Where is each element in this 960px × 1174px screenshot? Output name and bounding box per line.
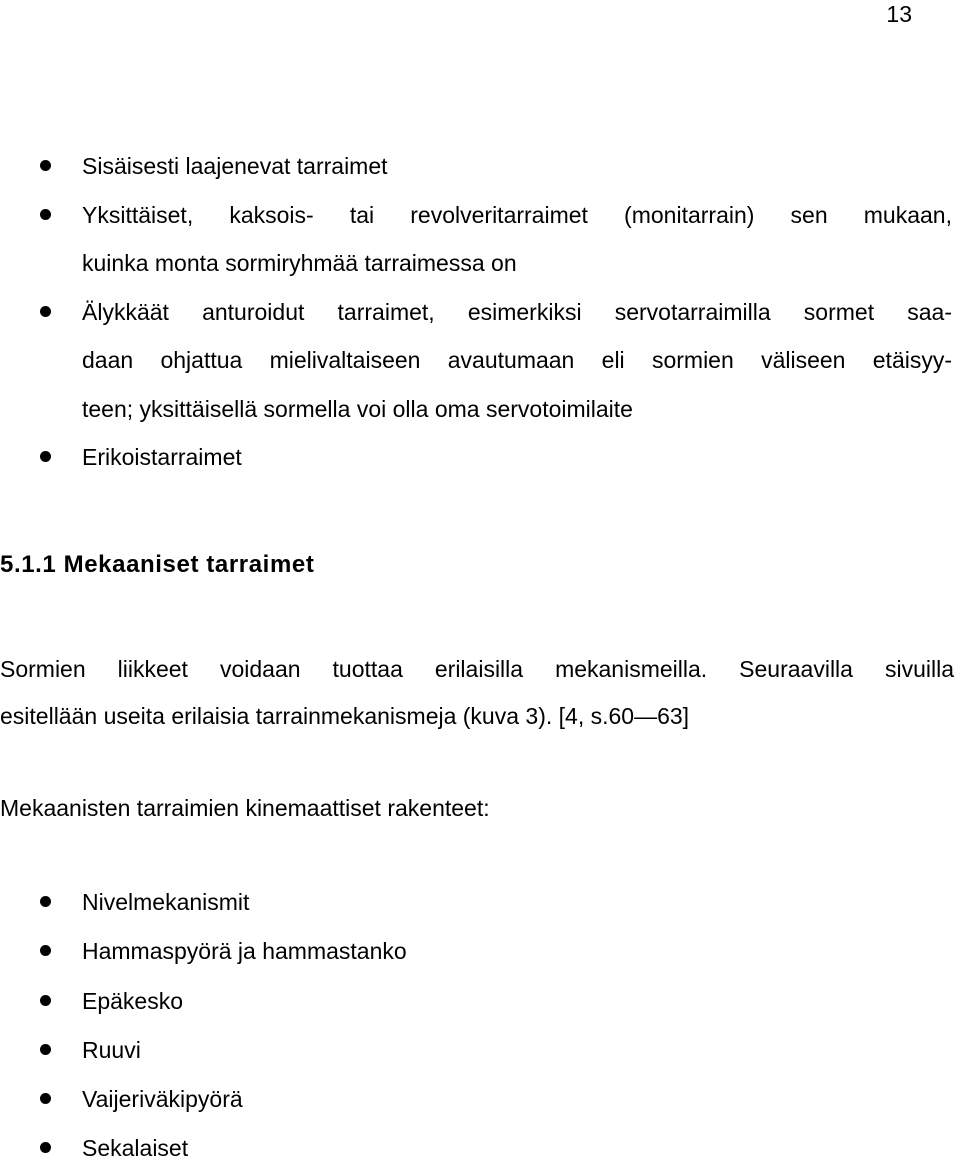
list-item-text: Nivelmekanismit xyxy=(82,889,250,915)
list-item xyxy=(0,977,952,1026)
list-item-line: Sisäisesti laajenevat tarraimet xyxy=(82,153,388,179)
kinematic-structures-list xyxy=(0,878,960,1174)
bullet-icon xyxy=(40,306,51,317)
list-item xyxy=(0,433,952,482)
section-heading: 5.1.1 Mekaaniset tarraimet xyxy=(0,551,315,578)
bullet-icon xyxy=(40,1142,51,1153)
bullet-icon xyxy=(40,160,51,171)
list-item xyxy=(0,142,952,191)
bullet-icon xyxy=(40,1044,51,1055)
list-item xyxy=(0,927,952,976)
list-item xyxy=(0,878,952,927)
bullet-icon xyxy=(40,995,51,1006)
list-item-text xyxy=(82,288,952,434)
list-item-text: Ruuvi xyxy=(82,1036,141,1063)
gripper-types-list xyxy=(0,142,960,482)
list-item xyxy=(0,1124,952,1173)
list-item-text: Sekalaiset xyxy=(82,1135,189,1162)
list-item-text: Epäkesko xyxy=(82,987,184,1014)
list-item-text: Hammaspyörä ja hammastanko xyxy=(82,938,407,965)
bullet-icon xyxy=(40,1093,51,1104)
list-item-line: Erikoistarraimet xyxy=(82,444,242,470)
list-item xyxy=(0,191,952,288)
list-item xyxy=(0,288,952,434)
list-item-text: Vaijeriväkipyörä xyxy=(82,1086,243,1113)
paragraph-line: Sormien liikkeet voidaan tuottaa erilaisilla mekanismeilla. Seuraavilla sivuilla xyxy=(0,656,954,682)
body-paragraph xyxy=(0,646,954,740)
paragraph-line: esitellään useita erilaisia tarrainmekanismeja (kuva 3). [4, s.60—63] xyxy=(0,703,690,729)
bullet-icon xyxy=(40,451,51,462)
list-item-line: Älykkäät anturoidut tarraimet, esimerkiksi servotarraimilla sormet saa- xyxy=(82,298,952,325)
list-item-line: kuinka monta sormiryhmää tarraimessa on xyxy=(82,250,517,276)
page-number: 13 xyxy=(886,1,912,27)
kinematic-structures-heading: Mekaanisten tarraimien kinemaattiset rakenteet: xyxy=(0,795,490,821)
bullet-icon xyxy=(40,209,51,220)
bullet-icon xyxy=(40,896,51,907)
list-item-text xyxy=(82,433,952,482)
list-item-line: daan ohjattua mielivaltaiseen avautumaan eli sormien väliseen etäisyy- xyxy=(82,347,952,373)
list-item-text xyxy=(82,142,952,191)
list-item xyxy=(0,1075,952,1124)
list-item xyxy=(0,1026,952,1075)
list-item-line: Yksittäiset, kaksois- tai revolveritarraimet (monitarrain) sen mukaan, xyxy=(82,201,952,228)
bullet-icon xyxy=(40,945,51,956)
list-item-text xyxy=(82,191,952,288)
list-item-line: teen; yksittäisellä sormella voi olla oma servotoimilaite xyxy=(82,395,633,422)
